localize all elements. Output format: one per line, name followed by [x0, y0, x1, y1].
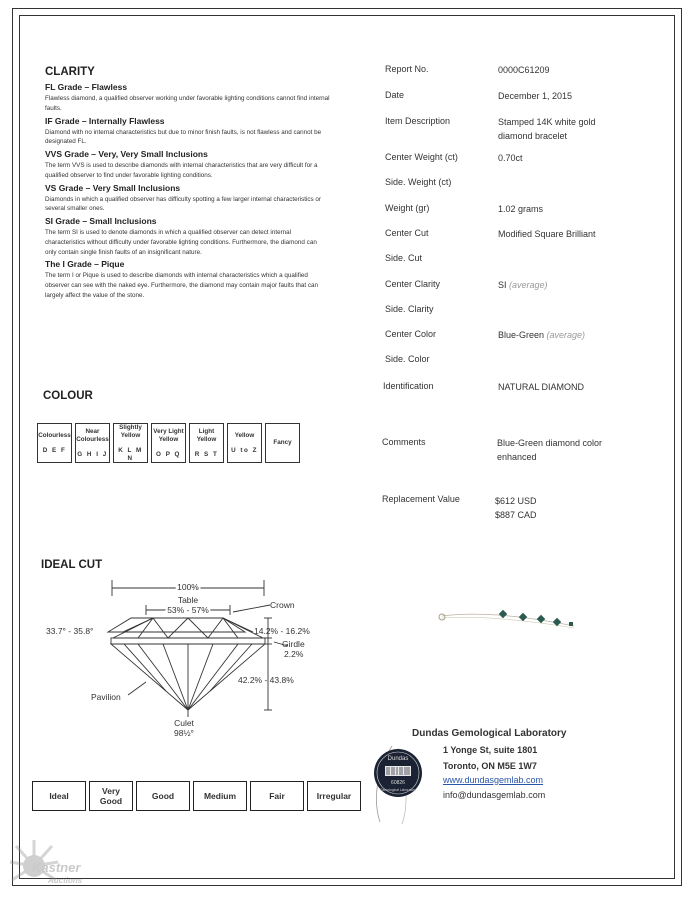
report-field-note: (average) [509, 280, 548, 290]
report-field-value [498, 227, 618, 241]
cut-grade-table [29, 778, 364, 814]
colour-grade-letters: D E F [42, 446, 67, 454]
colour-grade-cell [113, 423, 148, 463]
report-field-label: Center Weight (ct) [385, 152, 458, 162]
clarity-grade-title: FL Grade – Flawless [45, 82, 128, 92]
bracelet-image [434, 604, 584, 634]
clarity-grade-title: The I Grade – Pique [45, 259, 125, 270]
girdle-label: Girdle [282, 639, 305, 649]
seal-bottom-text: Gemological Laboratory [380, 788, 416, 792]
lab-name: Dundas Gemological Laboratory [412, 728, 567, 739]
report-field-label: Side. Color [385, 354, 430, 364]
report-field-value [498, 89, 618, 103]
report-field-value-text: Modified Square Brilliant [498, 229, 596, 239]
report-field-label: Center Color [385, 329, 437, 339]
seal-number-text: 60826 [391, 780, 405, 786]
kastner-watermark [4, 836, 99, 896]
lab-address-line1: 1 Yonge St, suite 1801 [443, 745, 538, 755]
report-field-label: Identification [383, 381, 434, 391]
colour-grade-cell [189, 423, 224, 463]
diamond-girdle-shape [111, 638, 265, 644]
table-range-label: 53% - 57% [167, 605, 209, 615]
colour-grade-letters: O P Q [156, 450, 181, 458]
clarity-grade-description: Diamond with no internal characteristics but due to minor finish faults, is not flawless and cannot be designated FL. [45, 128, 322, 146]
cut-grade-cell: Very Good [89, 781, 133, 811]
report-field-value [498, 151, 618, 165]
report-field-value-text: NATURAL DIAMOND [498, 382, 585, 392]
crown-angle-label: 33.7° - 35.8° [46, 626, 94, 636]
report-field-label: Side. Weight (ct) [385, 177, 452, 187]
colour-grade-label: Light Yellow [196, 427, 217, 443]
clarity-grade-title: IF Grade – Internally Flawless [45, 115, 165, 126]
report-field-value [498, 380, 618, 394]
clarity-heading: CLARITY [45, 66, 95, 78]
report-field-label: Center Cut [385, 228, 429, 238]
colour-grade-letters: K L M N [118, 446, 143, 462]
table-label: Table [177, 595, 199, 605]
colour-grade-label: Yellow [234, 431, 255, 439]
replacement-value-usd: $612 USD [495, 496, 537, 506]
report-field-note: (average) [546, 330, 586, 340]
colour-grade-label: Slightly Yellow [119, 424, 142, 439]
report-field-value-text: December 1, 2015 [498, 91, 573, 101]
colour-grade-cell [265, 423, 300, 463]
report-field-value-text: SI [498, 280, 510, 290]
diamond-crown-shape [113, 618, 263, 638]
report-field-value-text: Blue-Green [498, 330, 547, 340]
lab-website-link[interactable]: www.dundasgemlab.com [443, 774, 544, 785]
clarity-grade-list [45, 82, 330, 301]
report-field-value-text: 0.70ct [498, 153, 523, 163]
replacement-value-cad: $887 CAD [495, 510, 537, 520]
watermark-line2: Auctions [48, 876, 83, 885]
report-field-value-text: 0000C61209 [498, 65, 550, 75]
lab-seal [368, 738, 428, 828]
culet-label: Culet [174, 718, 194, 728]
colour-grade-letters: U to Z [231, 446, 258, 454]
colour-grade-label: Very Light Yellow [153, 427, 184, 443]
bracelet-stone-2 [519, 613, 527, 621]
report-field-value [498, 278, 618, 292]
cut-grade-cell: Irregular [307, 781, 361, 811]
colour-grade-letters: G H I J [77, 450, 108, 458]
report-field-label: Report No. [385, 64, 429, 74]
colour-grade-letters: R S T [194, 450, 219, 458]
girdle-pct-label: 2.2% [284, 649, 304, 659]
crown-height-label: 14.2% - 16.2% [254, 626, 310, 636]
lab-email[interactable]: info@dundasgemlab.com [443, 790, 546, 801]
replacement-value-label: Replacement Value [382, 494, 460, 504]
report-field-label: Center Clarity [385, 279, 441, 289]
clarity-grade-title: VS Grade – Very Small Inclusions [45, 182, 181, 193]
bracelet-stone-1 [499, 610, 507, 618]
report-field-label: Item Description [385, 116, 451, 126]
pavilion-pointer [128, 682, 146, 695]
colour-grade-cell [37, 423, 72, 463]
clarity-grade-title: VVS Grade – Very, Very Small Inclusions [45, 149, 208, 159]
colour-grade-cell [227, 423, 262, 463]
report-field-value [498, 328, 618, 342]
crown-label: Crown [270, 600, 295, 610]
report-field-label: Side. Cut [385, 253, 423, 263]
colour-grade-label: Colourless [38, 431, 71, 439]
clarity-section [45, 66, 330, 301]
colour-grade-cell [75, 423, 110, 463]
colour-grade-cell [151, 423, 186, 463]
watermark-line1: Kastner [32, 860, 81, 875]
crown-pointer [233, 605, 270, 612]
report-field-value [498, 202, 618, 216]
colour-scale-table [34, 420, 303, 466]
cut-grade-cell: Fair [250, 781, 304, 811]
cut-grade-cell: Medium [193, 781, 247, 811]
clarity-grade-description: The term VVS is used to describe diamonds with internal characteristics that are very difficult for a qualified observer to find under favorable lighting conditions. [45, 162, 318, 179]
culet-angle-label: 98½° [174, 728, 194, 738]
seal-top-text: Dundas [387, 756, 409, 762]
report-field-value [498, 115, 618, 144]
bracelet-stone-3 [537, 615, 545, 623]
width-100-label: 100% [177, 582, 199, 592]
diamond-cut-diagram [38, 576, 338, 741]
report-field-value-text: Stamped 14K white gold diamond bracelet [498, 117, 596, 142]
clarity-grade-description: The term I or Pique is used to describe diamonds with internal characteristics which a qualified observer can see with the naked eye. Furthermore, the diamond may contain major faults that can largely affect the value of the stone. [45, 272, 319, 299]
pavilion-label: Pavilion [91, 692, 121, 702]
report-field-value [498, 63, 618, 77]
comments-label: Comments [382, 437, 426, 447]
report-field-label: Date [385, 90, 405, 100]
clarity-grade-title: SI Grade – Small Inclusions [45, 216, 157, 226]
report-field-label: Weight (gr) [385, 203, 430, 213]
clarity-grade-description: Flawless diamond, a qualified observer working under favorable lighting conditions cannot find internal faults. [45, 95, 330, 112]
colour-grade-label: Fancy [273, 439, 292, 447]
lab-address-line2: Toronto, ON M5E 1W7 [443, 760, 537, 771]
lab-contact [443, 743, 643, 804]
colour-grade-label: Near Colourless [76, 427, 109, 443]
comments-value: Blue-Green diamond color enhanced [497, 438, 603, 463]
clarity-grade-description: Diamonds in which a qualified observer has difficulty spotting a few larger internal characteristics or several smaller ones. [45, 195, 322, 213]
clarity-grade-description: The term SI is used to denote diamonds in which a qualified observer can detect internal characteristics without difficulty under favorable lighting conditions. Furthermore, the diamond can only contain single finish faults of an insignificant nature. [45, 229, 317, 256]
cut-grade-cell: Ideal [32, 781, 86, 811]
report-field-value-text: 1.02 grams [498, 204, 544, 214]
colour-heading: COLOUR [43, 390, 93, 402]
report-field-label: Side. Clarity [385, 304, 434, 314]
ideal-cut-heading: IDEAL CUT [41, 559, 103, 571]
cut-grade-cell: Good [136, 781, 190, 811]
pavilion-depth-label: 42.2% - 43.8% [238, 675, 294, 685]
